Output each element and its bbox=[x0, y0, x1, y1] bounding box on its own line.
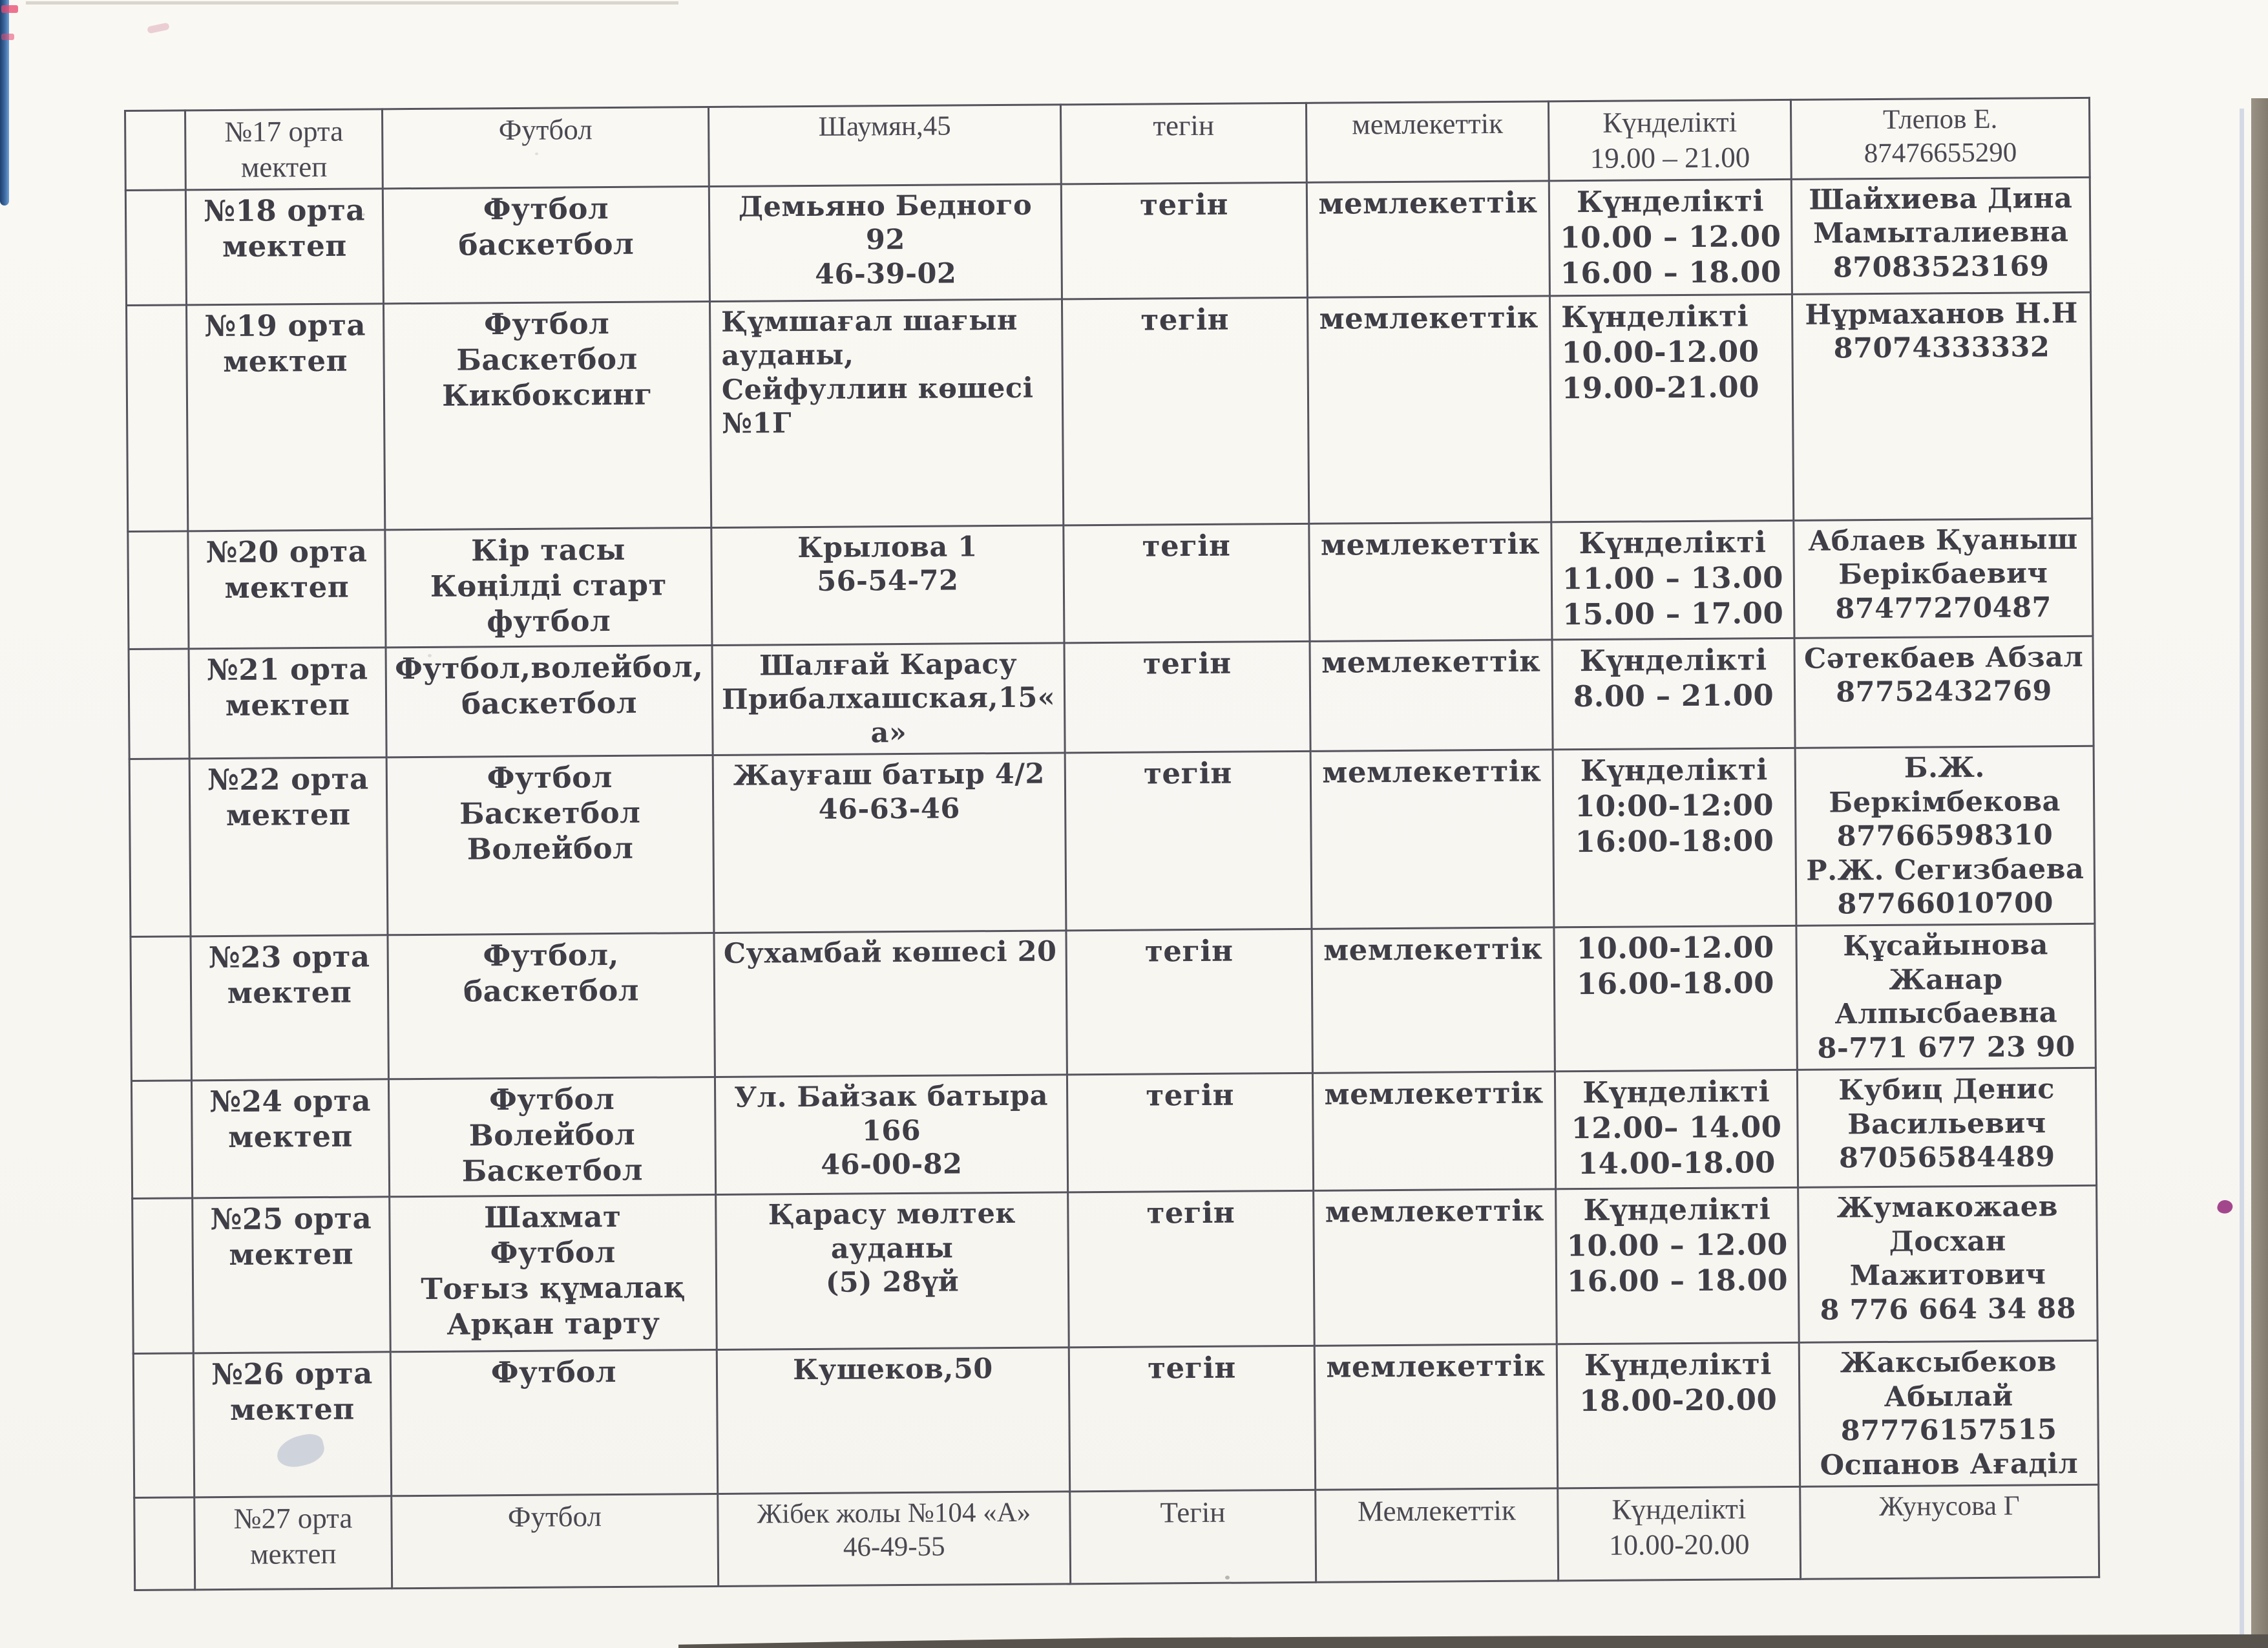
address-cell: Жауғаш батыр 4/2 46-63-46 bbox=[713, 753, 1066, 933]
ink-blot bbox=[2216, 1198, 2234, 1216]
address-cell: Қарасу мөлтек ауданы (5) 28үй bbox=[716, 1192, 1069, 1350]
cost-cell: тегін bbox=[1064, 523, 1310, 643]
sports-cell: Футбол, баскетбол bbox=[388, 933, 715, 1079]
row-index-cell bbox=[133, 1353, 194, 1497]
address-cell: Құмшағал шағын ауданы, Сейфуллин көшесі №1Г bbox=[709, 299, 1063, 528]
cost-cell: тегін bbox=[1064, 641, 1310, 753]
scan-right-edge-strip bbox=[2251, 98, 2268, 1648]
sports-cell: Футбол bbox=[392, 1494, 719, 1588]
school-cell: №20 орта мектеп bbox=[188, 530, 386, 649]
row-index-cell bbox=[125, 111, 186, 190]
page-edge-highlight bbox=[2240, 109, 2244, 1648]
cost-cell: тегін bbox=[1061, 182, 1307, 299]
ownership-cell: мемлекеттік bbox=[1314, 1189, 1557, 1346]
contact-cell: Б.Ж. Беркімбекова 87766598310 Р.Ж. Сегизбаева 87766010700 bbox=[1795, 746, 2095, 925]
ownership-cell: мемлекеттік bbox=[1310, 640, 1553, 752]
cost-cell: Тегін bbox=[1070, 1490, 1316, 1584]
row-index-cell bbox=[129, 759, 191, 937]
school-cell: №22 орта мектеп bbox=[189, 757, 388, 936]
row-index-cell bbox=[128, 531, 189, 650]
pink-mark bbox=[1, 34, 14, 40]
ownership-cell: мемлекеттік bbox=[1306, 101, 1549, 182]
address-cell: Кушеков,50 bbox=[717, 1347, 1069, 1494]
address-cell: Крылова 1 56-54-72 bbox=[711, 525, 1064, 646]
address-cell: Жібек жолы №104 «А» 46-49-55 bbox=[718, 1492, 1071, 1587]
row-index-cell bbox=[125, 190, 186, 306]
schedule-cell: Күнделікті 12.00– 14.00 14.00-18.00 bbox=[1555, 1070, 1798, 1189]
scan-left-edge-strip bbox=[0, 0, 9, 206]
table-row bbox=[125, 177, 2090, 305]
cost-cell: тегін bbox=[1062, 297, 1308, 525]
schedule-cell: 10.00-12.00 16.00-18.00 bbox=[1554, 926, 1797, 1072]
ownership-cell: мемлекеттік bbox=[1314, 1344, 1557, 1490]
sports-cell: Кір тасы Көңілді старт футбол bbox=[385, 527, 712, 647]
contact-cell: Нұрмаханов Н.Н 87074333332 bbox=[1792, 292, 2092, 520]
sports-cell: Футбол баскетбол bbox=[383, 186, 709, 303]
schools-table bbox=[124, 97, 2100, 1591]
address-cell: Сухамбай көшесі 20 bbox=[714, 931, 1067, 1077]
school-cell: №24 орта мектеп bbox=[191, 1079, 389, 1198]
sports-cell: Футбол Баскетбол Волейбол bbox=[386, 755, 714, 936]
contact-cell: Сәтекбаев Абзал 87752432769 bbox=[1794, 636, 2094, 748]
table-row bbox=[129, 746, 2095, 936]
ownership-cell: Мемлекеттік bbox=[1316, 1488, 1559, 1582]
contact-cell: Аблаев Қуаныш Берікбаевич 87477270487 bbox=[1794, 518, 2093, 638]
sports-cell: Футбол bbox=[383, 107, 709, 189]
school-cell: №17 орта мектеп bbox=[185, 109, 383, 190]
cost-cell: тегін bbox=[1069, 1346, 1315, 1492]
schedule-cell: Күнделікті 19.00 – 21.00 bbox=[1548, 100, 1791, 180]
contact-cell: Шайхиева Дина Мамыталиевна 87083523169 bbox=[1791, 177, 2090, 294]
school-cell: №23 орта мектеп bbox=[191, 935, 388, 1081]
sports-cell: Шахмат Футбол Тоғыз құмалақ Арқан тарту bbox=[390, 1195, 717, 1352]
cost-cell: тегін bbox=[1066, 929, 1312, 1075]
contact-cell: Жунусова Г bbox=[1800, 1484, 2099, 1579]
school-cell: №19 орта мектеп bbox=[187, 304, 385, 531]
contact-cell: Жаксыбеков Абылай 87776157515 Оспанов Ағаділ bbox=[1799, 1341, 2098, 1487]
cost-cell: тегін bbox=[1067, 1073, 1313, 1193]
cost-cell: тегін bbox=[1068, 1191, 1315, 1348]
table-row bbox=[131, 924, 2095, 1081]
address-cell: Демьяно Бедного 92 46-39-02 bbox=[709, 184, 1062, 302]
cost-cell: тегін bbox=[1065, 751, 1312, 931]
ownership-cell: мемлекеттік bbox=[1307, 296, 1551, 523]
row-index-cell bbox=[131, 1081, 192, 1199]
schedule-cell: Күнделікті 10.00 – 12.00 16.00 – 18.00 bbox=[1549, 179, 1792, 295]
ownership-cell: мемлекеттік bbox=[1309, 522, 1552, 641]
row-index-cell bbox=[129, 649, 189, 759]
contact-cell: Тлепов Е. 87476655290 bbox=[1790, 98, 2090, 179]
table-row bbox=[128, 518, 2093, 649]
schedule-cell: Күнделікті 10.00-12.00 19.00-21.00 bbox=[1549, 294, 1793, 522]
contact-cell: Құсайынова Жанар Алпысбаевна 8-771 677 23 90 bbox=[1796, 924, 2095, 1070]
table-row bbox=[132, 1186, 2098, 1354]
schedule-cell: Күнделікті 18.00-20.00 bbox=[1557, 1343, 1800, 1488]
ownership-cell: мемлекеттік bbox=[1310, 750, 1554, 929]
ownership-cell: мемлекеттік bbox=[1312, 927, 1555, 1073]
row-index-cell bbox=[131, 936, 191, 1081]
sports-cell: Футбол Баскетбол Кикбоксинг bbox=[383, 301, 711, 529]
school-cell: №26 орта мектеп bbox=[193, 1352, 391, 1497]
address-cell: Ул. Байзак батыра 166 46-00-82 bbox=[715, 1075, 1067, 1195]
table-row bbox=[133, 1341, 2098, 1498]
school-cell: №18 орта мектеп bbox=[185, 189, 383, 305]
schedule-cell: Күнделікті 10.00-20.00 bbox=[1558, 1486, 1801, 1580]
table-row bbox=[131, 1068, 2096, 1199]
pink-mark bbox=[1, 5, 18, 13]
sports-cell: Футбол,волейбол, баскетбол bbox=[386, 645, 713, 757]
school-cell: №21 орта мектеп bbox=[189, 648, 386, 759]
schools-sports-table bbox=[124, 97, 2100, 1591]
schedule-cell: Күнделікті 11.00 – 13.00 15.00 – 17.00 bbox=[1551, 520, 1794, 639]
schedule-cell: Күнделікті 10.00 – 12.00 16.00 – 18.00 bbox=[1556, 1188, 1800, 1344]
table-row bbox=[134, 1484, 2099, 1590]
table-row bbox=[125, 98, 2090, 190]
row-index-cell bbox=[132, 1198, 194, 1354]
sports-cell: Футбол Волейбол Баскетбол bbox=[388, 1077, 715, 1197]
contact-cell: Кубиц Денис Васильевич 87056584489 bbox=[1797, 1068, 2096, 1188]
school-cell: №27 орта мектеп bbox=[194, 1496, 392, 1590]
scan-bottom-shadow bbox=[678, 1632, 2268, 1648]
address-cell: Шалғай Карасу Прибалхашская,15«а» bbox=[712, 643, 1065, 755]
cost-cell: тегін bbox=[1060, 103, 1307, 184]
school-cell: №25 орта мектеп bbox=[193, 1197, 391, 1353]
scan-top-streak bbox=[26, 1, 678, 5]
address-cell: Шаумян,45 bbox=[708, 105, 1061, 186]
sports-cell: Футбол bbox=[390, 1350, 717, 1496]
pink-smear bbox=[147, 23, 170, 34]
table-row bbox=[127, 292, 2092, 531]
row-index-cell bbox=[134, 1497, 195, 1590]
row-index-cell bbox=[127, 305, 188, 532]
ownership-cell: мемлекеттік bbox=[1312, 1072, 1555, 1190]
table-row bbox=[129, 636, 2094, 759]
contact-cell: Жумакожаев Досхан Мажитович 8 776 664 34 88 bbox=[1798, 1186, 2098, 1343]
ownership-cell: мемлекеттік bbox=[1307, 181, 1549, 297]
schedule-cell: Күнделікті 8.00 – 21.00 bbox=[1552, 638, 1795, 750]
schedule-cell: Күнделікті 10:00-12:00 16:00-18:00 bbox=[1553, 748, 1796, 928]
